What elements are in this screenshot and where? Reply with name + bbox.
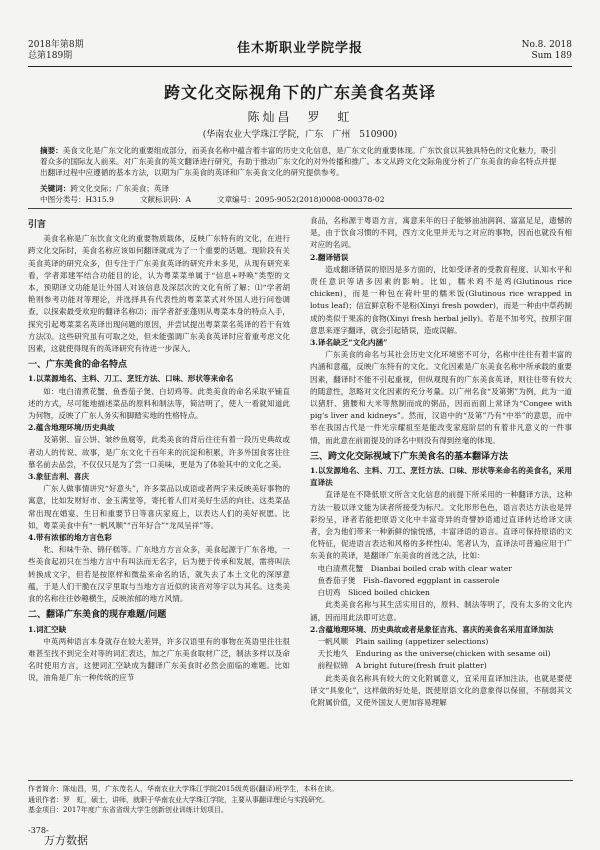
left-column	[28, 215, 290, 777]
doc-code: 文献标识码：A	[139, 195, 191, 204]
issue-number: 2018年第8期	[28, 40, 84, 50]
example-line: 白切鸡 Sliced boiled chicken	[317, 588, 430, 598]
paragraph: 直译是在不降低原文所含文化信息的前提下所采用的一种翻译方法，这种方法一般以译文能为读者所接受为标尺。文化形形色色，语言表达方法也是异彩纷呈，译者若能把原语文化中丰富奇异的奇譬妙语通过直译转达给译文读者，会为他们带来一种新鲜的愉悦感，丰富译语的语言。直译可保持原语的文化特征，促进语言表达和风格的多样性⑷。笔者认为，直译法可普遍应用于广东美食的英译，是翻译广东美食的首选之法，比如：	[310, 490, 572, 561]
page-number: -378-	[28, 826, 49, 835]
footnote-funding: 基金项目：2017年度广东省省级大学生创新创业训练计划项目。	[28, 806, 228, 814]
header-rule	[28, 66, 572, 67]
abstract-rule	[28, 208, 572, 209]
section-heading-2: 二、翻译广东美食的现存难题/问题	[28, 610, 167, 621]
clc-number: 中图分类号：H315.9	[40, 195, 114, 204]
abstract-text: 美食文化是广东文化的重要组成部分，而美食名称中蕴含着丰富的历史文化信息，是广东文化的重要体现。广东饮食以其独具特色的文化魅力，吸引着众多的国际友人前来。对广东美食的英文翻译进行研究，有助于推动广东文化的对外传播和推广。本文从跨文化交际角度分析了广东美食的命名特点并提出翻译过程中应遵循的基本方法，以期为广东美食的英译和广东美食文化的研究提供参考。	[40, 146, 557, 177]
right-column	[310, 215, 572, 777]
footnote-author: 作者简介：陈灿昌，男，广东茂名人，华南农业大学珠江学院2015级英语(翻译)班学生，本科在读。	[28, 785, 339, 793]
subheading: 4.带有浓郁的地方言色彩	[28, 533, 112, 543]
issue-total-en: Sum 189	[531, 51, 572, 61]
issue-number-en: No.8. 2018	[521, 40, 572, 50]
keywords-text: 跨文化交际；广东美食；英译	[70, 184, 170, 193]
journal-name: 佳木斯职业学院学报	[236, 41, 363, 56]
example-line: 前程似锦 A bright future(fresh fruit platter)	[317, 661, 487, 671]
abstract	[40, 145, 560, 178]
watermark: 万方数据	[44, 834, 88, 847]
article-number: 文章编号：2095-9052(2018)0008-000378-02	[216, 195, 385, 204]
author-affiliation: (华南农业大学珠江学院，广东 广州 510900)	[202, 130, 398, 140]
section-heading-1: 一、广东美食的命名特点	[28, 360, 128, 371]
paragraph: 牝、和味牛杂、锦仔糕等。广东地方方言众多，美食起源于广东各地，一些美食起初只在当地方言中有叫法而无名字，后为便于传承和发展，需将叫法转换成文字，但若是按原样和微盐来命名的话，就失去了本土文化的深厚意蕴，于是人们干脆在汉字里取与当地方言近似的读音对等字以为其名。这类美食的名称往往妙趣横生，反映浓郁的地方风情。	[28, 545, 290, 604]
paragraph: 食品，名称源于粤语方言，寓意来年的日子能够油油润润、富富足足，遗憾的是，由于饮食习惯的不同，西方文化里并无与之对应的事物，因而也就没有相对应的名词。	[310, 216, 572, 250]
paragraph: 此类美食名称具有较大的文化附属意义，宜采用直译加注法，也就是要使译文“具象化”，这样做的好处是，既使原语文化的意象得以保留，不削弱其文化附属价值，又使外国友人更加容易理解	[310, 673, 572, 707]
subheading: 1.以菜源地名、主料、刀工、烹饪方法、口味、形状等来命名	[28, 374, 234, 384]
subheading: 2.翻译错误	[310, 252, 349, 262]
section-heading-3: 三、跨文化交际视域下广东美食名的基本翻译方法	[310, 451, 509, 462]
example-line: 一帆风顺 Plain sailing (appetizer selections)	[317, 636, 489, 646]
subheading: 1.词汇空缺	[28, 624, 67, 634]
section-heading-intro: 引言	[28, 220, 47, 230]
example-line: 鱼香茄子煲 Fish–flavored eggplant in casserole	[317, 575, 500, 585]
example-line: 天长地久 Enduring as the universe(chicken with sesame oil)	[317, 649, 551, 659]
running-header	[28, 40, 572, 64]
paragraph: 广东人做事情讲究“好意头”，许多菜品以成语或者两字来反映美好事物的寓意，比如发财好市、金玉满堂等，寄托着人们对美好生活的向往。这类菜品常出现在婚宴、生日和重要节日等喜庆家庭上，以表达人们的美好祝愿。比如，粤菜美食中有“一帆风顺”“百年好合”“龙凤呈祥”等。	[28, 484, 290, 530]
footnotes	[28, 784, 573, 816]
article-title: 跨文化交际视角下的广东美食名英译	[163, 83, 436, 102]
paragraph: 造成翻译错误的原因是多方面的，比如受译者的受教育程度、认知水平和责任意识等诸多因素的影响。比如，糯米鸡不是鸡(Glutinous rice chicken)，而是一种包在荷叶里的糯米饭(Glutinous rice wrapped in lotus leaf)；信宜鲜京粉不是粉(Xinyi fresh powder)，而是一种由中草药制成的类似于果冻的食物(Xinyi fresh herbal jelly)。若是不加考究，按照字面意思来逐字翻译，就会引起错误，造成误解。	[310, 264, 572, 335]
example-line: 电白清煮花蟹 Dianbai boiled crab with clear water	[317, 563, 512, 573]
paragraph: 及第粥、盲公饼、皱纱鱼腐等，此类美食的背后往往有着一段历史典故或者动人的传说、故事，是广东文化千百年来的沉淀和积累，许多外国食客往往慕名前去品尝，不仅仅只是为了尝一口美味，更是为了体验其中的文化之美。	[28, 435, 290, 469]
paragraph: 中英两种语言本身就存在较大差异，许多汉语里有的事物在英语里往往很难甚至找不到完全对等的词汇表达，加之广东美食取材广泛，制法多样以及命名时使用方言，这便词汇空缺成为翻译广东美食时必然会面临的难题。比如说，油角是广东一种传统的应节	[28, 636, 290, 683]
subheading: 2.含蕴地理环境、历史典故或者是象征吉兆、喜庆的美食名采用直译加法	[310, 624, 554, 634]
footnote-corresponding: 通讯作者：罗 虹，硕士，讲师，就职于华南农业大学珠江学院，主要从事翻译理论与实践研究。	[28, 795, 329, 804]
keywords	[40, 183, 560, 194]
subheading: 1.以发源地名、主料、刀工、烹饪方法、口味、形状等来命名的美食名，采用直译法	[310, 466, 572, 488]
paragraph: 美食名称是广东饮食文化的重要物质载体，反映广东特有的文化，在进行跨文化交际时，美食名称应该如何翻译就成为了一个重要的话题。现阶段有关美食英译的研究众多，但专注于广东美食英译的研究并未多见，从现有研究来看，学者郑建军结合功能目的论，认为粤菜菜单属于“信息+呼唤”类型的文本，预期译文功能是让外国人对该信息及深层次的文化有所了解；⑴“学者胡艳则参考功能对等理论，并选择具有代表性的粤菜菜式对外国人进行问卷调查，以探索最受欢迎的翻译名称⑵；而学者舒亚蓬则从粤菜本身的特点入手，探究引起粤菜菜名英译出现问题的原因，并尝试提出粤菜菜名英译的若干有效方法⑶。这些研究虽有可取之处，但未能强调广东美食英译时应着重考虑文化因素，这就使得现有的英译研究有待进一步深入。	[28, 234, 290, 354]
keywords-label: 关键词：	[40, 184, 71, 193]
abstract-label: 摘要：	[40, 146, 63, 155]
footnote-rule	[28, 780, 573, 781]
paragraph: 此类美食名称与其生活实用目的，原料、制法等明了，没有太多的文化内涵，因而用此法即可达意。	[310, 600, 572, 622]
issue-info-en	[522, 40, 572, 62]
subheading: 3.象征吉利、喜庆	[28, 472, 90, 482]
subheading: 3.译名缺乏“文化内涵”	[310, 338, 388, 348]
subheading: 2.蕴含地理环境/历史典故	[28, 423, 115, 433]
paragraph: 广东美食的命名与其社会历史文化环境密不可分，名称中往往有着丰富的内涵和意蕴，反映广东特有的文化。文化因素是广东美食名称中所承载的重要因素，翻译时不能不引起重视，但纵观现有的广东美食英译，则往往带有较大的随意性，忽略对文化因素的充分考量。以广州名食“及第粥”为例，此为一道以猪肝、猪腰和大米等熬制而成的粥品，因而而面上常译为“Congee with pig's liver and kidneys”。然而，汉语中的“及第”乃有“中举”的意思，而中举在我国古代是一件光宗耀祖至是能改变家庭阶层的有着非凡意义的一件事情，而此意在前面提及的译名中则没有得到丝毫的体现。	[310, 350, 572, 445]
issue-total: 总第189期	[28, 51, 73, 61]
paragraph: 如：电白清煮花蟹、鱼香茄子煲、白切鸡等。此类美食的命名采取平铺直述的方式，尽可能地描述菜品的原料和制法等，简洁明了，使人一看就知道此为何物，反映了广东人务实和脚踏实地的性格特点。	[28, 386, 290, 421]
classification-line	[40, 194, 560, 205]
article-authors: 陈灿昌 罗 虹	[247, 110, 353, 124]
